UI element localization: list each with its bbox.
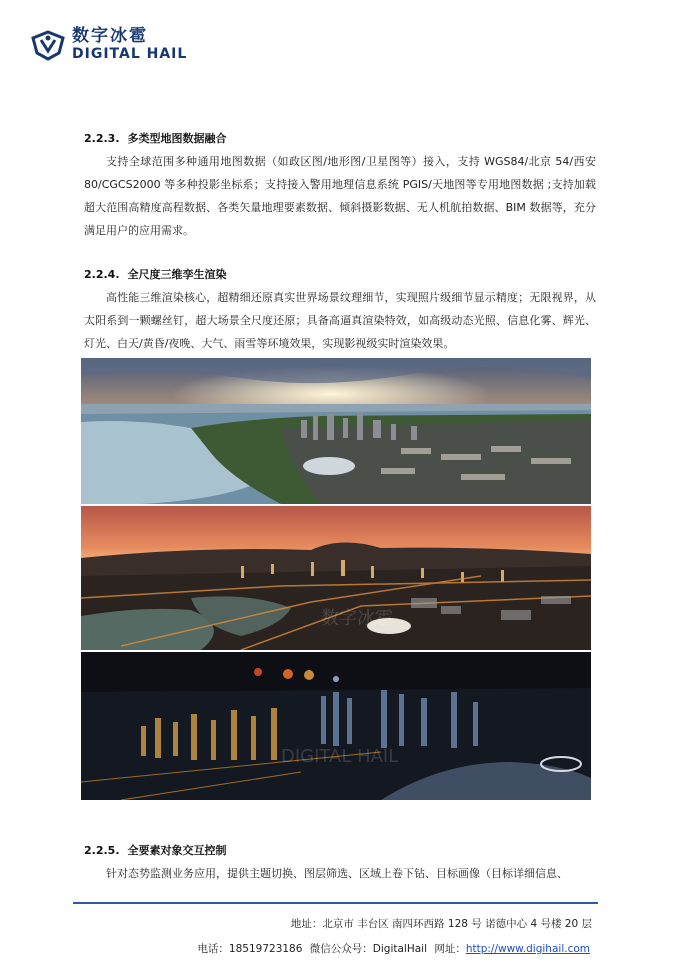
section-heading <box>84 842 596 858</box>
footer-phone: 电话：18519723186 <box>197 943 303 955</box>
section-title: 全尺度三维孪生渲染 <box>127 268 227 281</box>
section-map-data-fusion <box>84 130 596 242</box>
section-title: 多类型地图数据融合 <box>127 132 227 145</box>
footer-website-link[interactable]: http://www.digihail.com <box>465 943 590 955</box>
section-paragraph: 针对态势监测业务应用，提供主题切换、图层筛选、区域上卷下钻、目标画像（目标详细信息、 <box>106 867 568 880</box>
section-title: 全要素对象交互控制 <box>127 844 227 857</box>
footer-contact <box>197 941 590 956</box>
logo-chinese-name: 数字冰雹 <box>72 26 148 46</box>
section-number: 2.2.5. <box>84 844 120 857</box>
footer-address: 地址：北京市 丰台区 南四环西路 128 号 诺德中心 4 号楼 20 层 <box>290 918 592 930</box>
hail-logo-icon <box>30 29 66 61</box>
daytime-city-render <box>81 358 591 504</box>
image-watermark: 数字冰雹 <box>321 608 393 629</box>
section-number: 2.2.4. <box>84 268 120 281</box>
section-paragraph: 高性能三维渲染核心，超精细还原真实世界场景纹理细节，实现照片级细节显示精度；无限视界，从太阳系到一颗螺丝钉，超大场景全尺度还原；具备高逼真渲染特效，如高级动态光照、信息化雾、辉光、灯光、白天/黄昏/夜晚、大气、雨雪等环境效果，实现影视级实时渲染效果。 <box>84 291 596 350</box>
image-watermark: DIGITAL HAIL <box>281 746 399 767</box>
section-object-interaction <box>84 842 596 885</box>
dusk-city-render <box>81 506 591 650</box>
logo-english-name: DIGITAL HAIL <box>72 46 188 62</box>
section-heading <box>84 266 596 282</box>
section-3d-rendering <box>84 266 596 355</box>
section-paragraph: 支持全球范围多种通用地图数据（如政区图/地形图/卫星图等）接入，支持 WGS84/北京 54/西安 80/CGCS2000 等多种投影坐标系；支持接入警用地理信息系统 PGIS/天地图等专用地图数据 ;支持加载超大范围高精度高程数据、各类矢量地理要素数据、倾斜摄影数据、无人机航拍数据、BIM 数据等，充分满足用户的应用需求。 <box>84 155 596 237</box>
footer-divider <box>73 902 598 904</box>
section-number: 2.2.3. <box>84 132 120 145</box>
company-logo <box>30 28 187 61</box>
footer-wechat: 微信公众号：DigitalHail <box>309 943 427 955</box>
night-city-render <box>81 652 591 800</box>
section-heading <box>84 130 596 146</box>
footer-website-label: 网址： <box>434 943 466 955</box>
